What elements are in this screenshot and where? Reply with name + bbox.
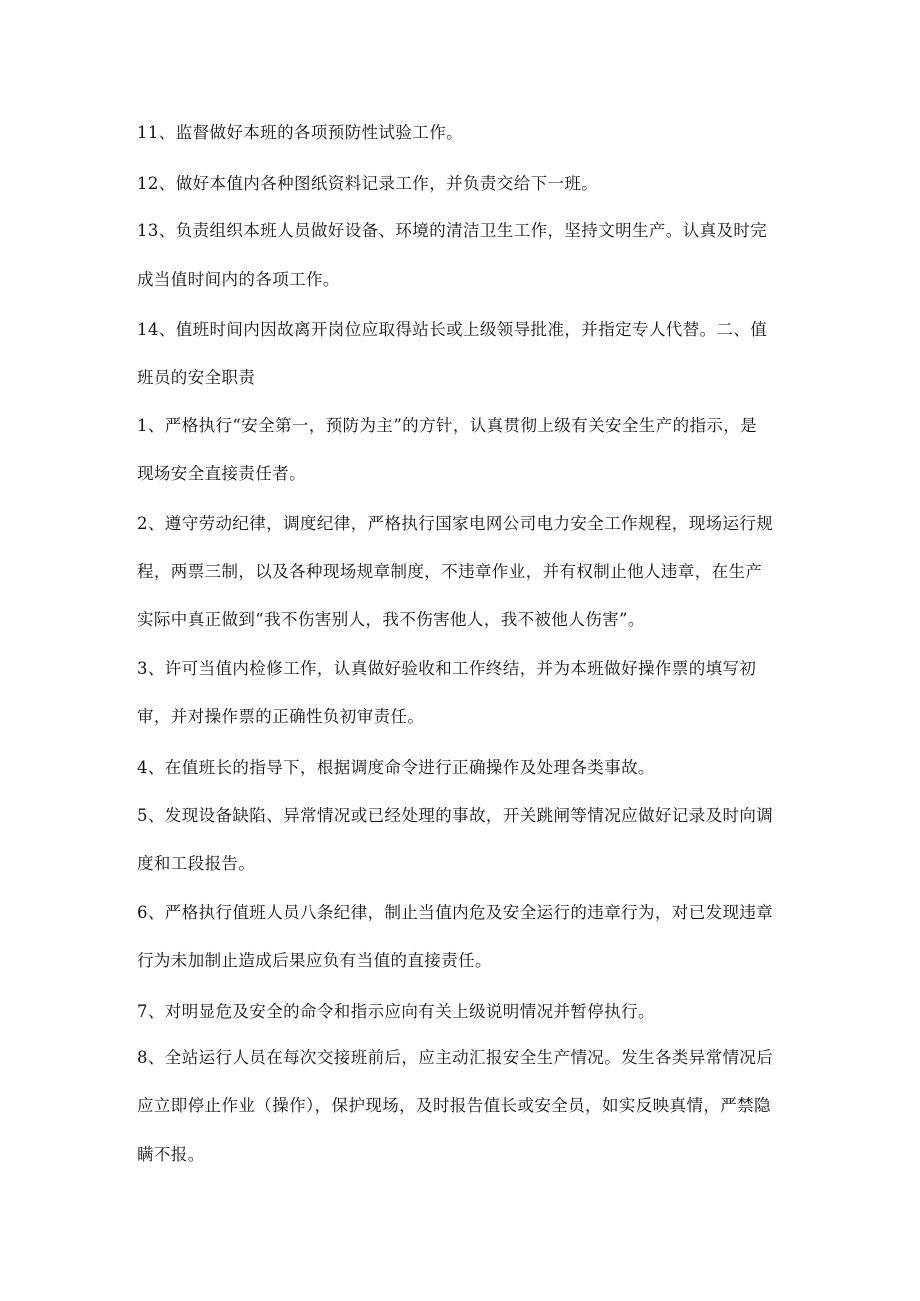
- text-line: 11、监督做好本班的各项预防性试验工作。: [137, 123, 463, 142]
- text-line: 3、许可当值内检修工作，认真做好验收和工作终结，并为本班做好操作票的填写初: [137, 659, 757, 678]
- text-line: 1、严格执行“安全第一，预防为主”的方针，认真贯彻上级有关安全生产的指示，是: [137, 416, 758, 435]
- text-line: 14、值班时间内因故离开岗位应取得站长或上级领导批准，并指定专人代替。二、值: [137, 320, 768, 339]
- text-line: 12、做好本值内各种图纸资料记录工作，并负责交给下一班。: [137, 174, 599, 193]
- text-line: 瞒不报。: [137, 1145, 205, 1164]
- text-line: 现场安全直接责任者。: [137, 464, 306, 483]
- text-line: 审，并对操作票的正确性负初审责任。: [137, 707, 425, 726]
- text-line: 应立即停止作业（操作），保护现场，及时报告值长或安全员，如实反映真情，严禁隐: [137, 1096, 771, 1115]
- text-line: 2、遵守劳动纪律，调度纪律，严格执行国家电网公司电力安全工作规程，现场运行规: [137, 514, 774, 533]
- text-line: 5、发现设备缺陷、异常情况或已经处理的事故，开关跳闸等情况应做好记录及时向调: [137, 806, 774, 825]
- text-line: 7、对明显危及安全的命令和指示应向有关上级说明情况并暂停执行。: [137, 1002, 655, 1021]
- text-line: 6、严格执行值班人员八条纪律，制止当值内危及安全运行的违章行为，对已发现违章: [137, 903, 774, 922]
- text-line: 成当值时间内的各项工作。: [137, 270, 340, 289]
- text-line: 实际中真正做到“我不伤害别人，我不伤害他人，我不被他人伤害”。: [137, 610, 645, 629]
- text-line: 度和工段报告。: [137, 854, 256, 873]
- text-line: 4、在值班长的指导下，根据调度命令进行正确操作及处理各类事故。: [137, 758, 655, 777]
- text-line: 班员的安全职责: [137, 368, 256, 387]
- text-line: 行为未加制止造成后果应负有当值的直接责任。: [137, 951, 492, 970]
- text-line: 8、全站运行人员在每次交接班前后，应主动汇报安全生产情况。发生各类异常情况后: [137, 1048, 774, 1067]
- text-line: 13、负责组织本班人员做好设备、环境的清洁卫生工作，坚持文明生产。认真及时完: [137, 221, 768, 240]
- text-line: 程，两票三制，以及各种现场规章制度，不违章作业，并有权制止他人违章，在生产: [137, 562, 763, 581]
